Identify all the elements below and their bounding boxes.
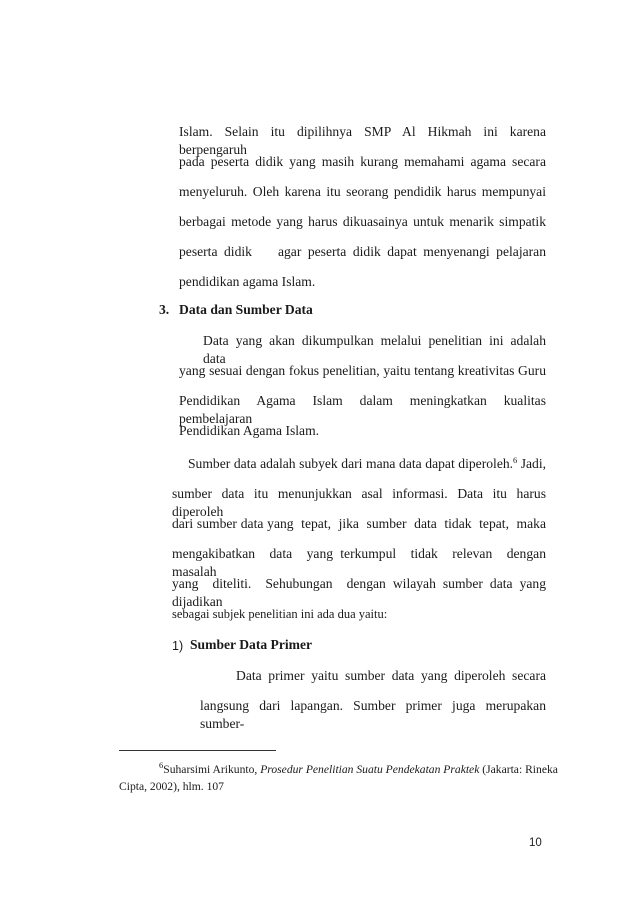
footnote-publication: (Jakarta: Rineka	[479, 763, 558, 776]
footnote-separator	[119, 750, 276, 751]
subsection-heading: Sumber Data Primer	[190, 637, 313, 652]
subsection-number: 1)	[172, 639, 184, 653]
body-text-line: sebagai subjek penelitian ini ada dua yaitu:	[172, 607, 388, 621]
section-number: 3.	[159, 302, 170, 317]
body-text-line: Islam. Selain itu dipilihnya SMP Al Hikmah ini karena berpengaruh	[179, 124, 546, 157]
body-text-line: Pendidikan Agama Islam dalam meningkatkan kualitas pembelajaran	[179, 393, 546, 426]
footnote-reference[interactable]: 6	[513, 455, 518, 465]
body-text-line: berbagai metode yang harus dikuasainya untuk menarik simpatik	[179, 214, 546, 229]
body-text-line: menyeluruh. Oleh karena itu seorang pendidik harus mempunyai	[179, 184, 546, 199]
body-text-line: pendidikan agama Islam.	[179, 274, 316, 289]
body-text-line: langsung dari lapangan. Sumber primer juga merupakan sumber-	[200, 698, 546, 731]
section-heading: Data dan Sumber Data	[179, 302, 313, 317]
body-text-line: dari sumber data yang tepat, jika sumber data tidak tepat, maka	[172, 516, 546, 531]
footnote	[159, 760, 558, 778]
footnote-continuation: Cipta, 2002), hlm. 107	[119, 780, 224, 793]
body-text-line: Data primer yaitu sumber data yang diperoleh secara	[236, 668, 546, 683]
page-number: 10	[529, 837, 542, 849]
body-text-line: sumber data itu menunjukkan asal informasi. Data itu harus diperoleh	[172, 486, 546, 519]
body-text-fragment: Sumber data adalah subyek dari mana data dapat diperoleh.	[188, 456, 514, 471]
footnote-author: Suharsimi Arikunto,	[163, 763, 261, 776]
body-text-line: yang diteliti. Sehubungan dengan wilayah sumber data yang dijadikan	[172, 576, 550, 609]
body-text-line: Pendidikan Agama Islam.	[179, 423, 320, 438]
footnote-number: 6	[159, 760, 164, 770]
body-text-fragment: Jadi,	[517, 456, 546, 471]
body-text-line: yang sesuai dengan fokus penelitian, yaitu tentang kreativitas Guru	[179, 363, 546, 378]
body-text-line: pada peserta didik yang masih kurang memahami agama secara	[179, 154, 546, 169]
body-text-line: mengakibatkan data yang terkumpul tidak relevan dengan masalah	[172, 546, 553, 579]
footnote-title: Prosedur Penelitian Suatu Pendekatan Praktek	[260, 763, 480, 776]
body-text-line: peserta didik agar peserta didik dapat menyenangi pelajaran	[179, 244, 546, 259]
body-text-line: Data yang akan dikumpulkan melalui penelitian ini adalah data	[203, 333, 546, 366]
body-text-line-with-footnote-ref	[188, 455, 546, 474]
